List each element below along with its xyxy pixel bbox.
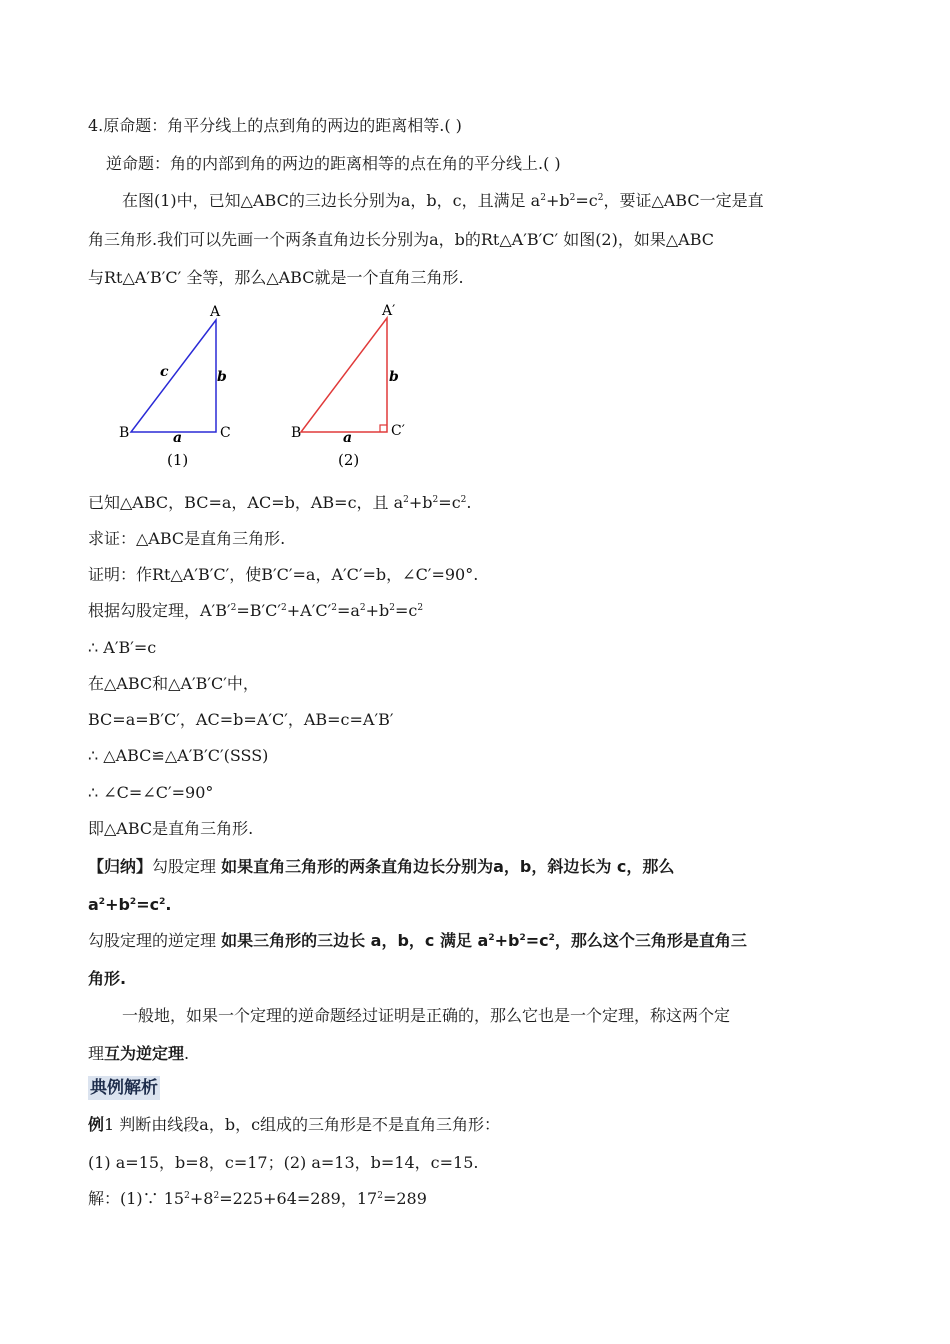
- summary-formula: $a^2+b^2=c^2$.: [88, 895, 172, 914]
- question-4-original: 4.原命题：角平分线上的点到角的两边的距离相等.( ): [88, 116, 462, 135]
- paragraph-intro-line-3: 与Rt△A′B′C′ 全等，那么△ABC就是一个直角三角形.: [88, 268, 464, 287]
- proof-step-3: ∴ A′B′=c: [88, 638, 157, 657]
- paragraph-intro-line-1: 在图(1)中，已知△ABC的三边长分别为a，b，c，且满足 $a^2+b^2=c^2$，要证△ABC一定是直: [122, 191, 764, 210]
- example-1-values: (1) a=15，b=8，c=17；(2) a=13，b=14，c=15.: [88, 1153, 479, 1172]
- paragraph-converse-definition-end: 理互为逆定理.: [88, 1044, 190, 1063]
- triangle-figures: [0, 0, 950, 480]
- figure-2: [291, 303, 405, 469]
- figure-2-caption: (2): [338, 451, 360, 469]
- proof-step-1: 证明：作Rt△A′B′C′，使B′C′=a，A′C′=b，∠C′=90°.: [88, 565, 479, 584]
- proof-step-2: 根据勾股定理，$A'B'^2=B'C'^2+A'C'^2=a^2+b^2=c^2$: [88, 601, 424, 620]
- paragraph-converse-definition: 一般地，如果一个定理的逆命题经过证明是正确的，那么它也是一个定理，称这两个定: [122, 1006, 731, 1025]
- paragraph-intro-line-2: 角三角形.我们可以先画一个两条直角边长分别为a，b的Rt△A′B′C′ 如图(2)，如果△ABC: [88, 230, 715, 249]
- side-a-label: a: [173, 430, 183, 446]
- right-angle-mark: [380, 425, 387, 432]
- summary-converse-theorem: 勾股定理的逆定理 如果三角形的三边长 a，b，c 满足 $a^2+b^2=c^2$，那么这个三角形是直角三: [88, 931, 747, 950]
- side-b-label: b: [217, 369, 227, 385]
- triangle-abc-prime: [301, 318, 387, 432]
- proof-step-6: ∴ △ABC≌△A′B′C′(SSS): [88, 746, 269, 765]
- vertex-a-prime-label: A′: [382, 303, 396, 319]
- vertex-b-label: B: [291, 425, 302, 441]
- given-statement: 已知△ABC，BC=a，AC=b，AB=c，且 $a^2+b^2=c^2$.: [88, 493, 472, 512]
- proof-conclusion: 即△ABC是直角三角形.: [88, 819, 254, 838]
- vertex-c-label: C: [220, 425, 231, 441]
- vertex-c-prime-label: C′: [391, 423, 405, 439]
- proof-step-4: 在△ABC和△A′B′C′中，: [88, 674, 259, 693]
- section-title: 典例解析: [90, 1078, 158, 1098]
- side-b-label: b: [389, 369, 399, 385]
- example-1-question: 例1 判断由线段a，b，c组成的三角形是不是直角三角形：: [88, 1115, 501, 1134]
- side-a-label: a: [343, 430, 353, 446]
- prove-statement: 求证：△ABC是直角三角形.: [88, 529, 286, 548]
- proof-step-5: BC=a=B′C′，AC=b=A′C′，AB=c=A′B′: [88, 710, 394, 729]
- vertex-b-label: B: [119, 425, 130, 441]
- vertex-a-label: A: [210, 304, 221, 320]
- proof-step-7: ∴ ∠C=∠C′=90°: [88, 783, 214, 802]
- example-1-solution: 解：(1)∵ $15^2+8^2=225+64=289$，$17^2=289$: [88, 1189, 427, 1208]
- question-4-converse: 逆命题：角的内部到角的两边的距离相等的点在角的平分线上.( ): [106, 154, 561, 173]
- triangle-abc: [131, 320, 216, 432]
- summary-pythagorean-theorem: 【归纳】勾股定理 如果直角三角形的两条直角边长分别为a，b，斜边长为 c，那么: [88, 857, 675, 876]
- figure-1: [119, 304, 231, 469]
- summary-converse-theorem-end: 角形.: [88, 969, 127, 988]
- side-c-label: c: [160, 364, 169, 380]
- figure-1-caption: (1): [167, 451, 189, 469]
